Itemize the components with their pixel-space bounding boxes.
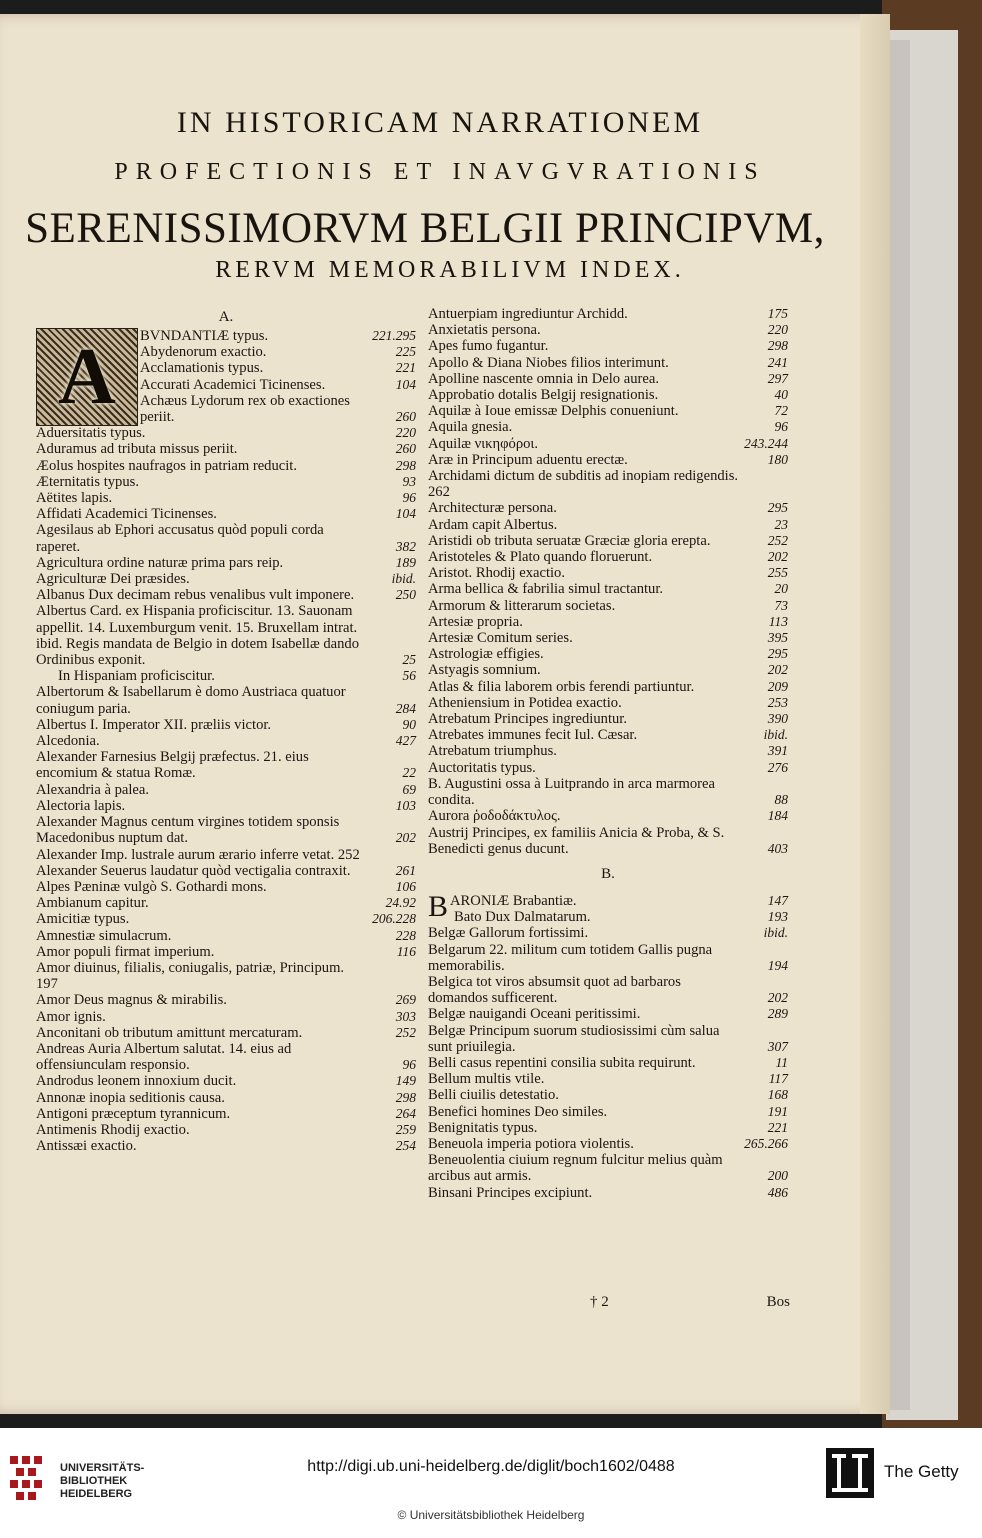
entry-page: 175 — [767, 306, 788, 321]
index-entry — [428, 1055, 788, 1071]
entry-text: Amor populi firmat imperium. — [36, 943, 215, 960]
entry-page: 209 — [767, 678, 788, 694]
entry-page: 106 — [395, 878, 416, 894]
entry-page: 295 — [767, 646, 788, 662]
entry-page: 269 — [395, 992, 416, 1008]
index-entry — [428, 1023, 788, 1055]
index-entry — [428, 942, 788, 974]
entry-text: Belgarum 22. militum cum totidem Gallis pugna memorabilis. — [428, 941, 713, 974]
index-entry — [428, 533, 788, 549]
index-entry — [428, 1152, 788, 1184]
index-entry — [36, 344, 416, 360]
entry-page: 297 — [767, 370, 788, 386]
index-entry — [428, 974, 788, 1006]
index-column-left — [36, 306, 416, 1154]
entry-text: Acclamationis typus. — [140, 360, 264, 377]
title-line-4: RERVM MEMORABILIVM INDEX. — [215, 257, 685, 283]
index-entry — [428, 565, 788, 581]
index-entry — [428, 581, 788, 597]
entry-page: 25 — [402, 652, 416, 668]
entry-text: Alpes Pæninæ vulgò S. Gothardi mons. — [36, 878, 267, 895]
library-line-2: BIBLIOTHEK — [60, 1475, 128, 1487]
index-entry — [36, 944, 416, 960]
index-entry — [36, 847, 416, 863]
index-entry — [428, 825, 788, 857]
index-entry — [36, 1138, 416, 1154]
entry-text: Amnestiæ simulacrum. — [36, 927, 172, 944]
index-entry — [36, 1090, 416, 1106]
entry-text: Approbatio dotalis Belgij resignationis. — [428, 387, 659, 404]
index-entry — [36, 1073, 416, 1089]
index-entry — [428, 549, 788, 565]
entry-text: Aristoteles & Plato quando floruerunt. — [428, 549, 653, 566]
index-entry — [36, 522, 416, 554]
entry-text: Apollo & Diana Niobes filios interimunt. — [428, 354, 669, 371]
index-entry — [36, 928, 416, 944]
index-entry — [428, 1087, 788, 1103]
entry-text: Agricultura ordine naturæ prima pars reip. — [36, 554, 284, 571]
entry-text: BVNDANTIÆ typus. — [140, 328, 269, 344]
entry-page: ibid. — [763, 727, 788, 743]
entry-page: 194 — [767, 957, 788, 973]
entry-page: 22 — [402, 765, 416, 781]
entry-text: Belli ciuilis detestatio. — [428, 1087, 559, 1104]
index-entry — [428, 614, 788, 630]
entry-page: 486 — [767, 1184, 788, 1200]
entry-text: Belgæ Principum suorum studiosissimi cùm salua sunt priuilegia. — [428, 1022, 720, 1055]
entry-text: Anxietatis persona. — [428, 322, 541, 339]
entry-text: Æternitatis typus. — [36, 473, 139, 490]
entry-page: 265.266 — [744, 1135, 788, 1151]
initial-letter: A — [58, 333, 116, 421]
entry-page: 252 — [395, 1024, 416, 1040]
entry-page: 202 — [767, 549, 788, 565]
entry-page: 284 — [395, 700, 416, 716]
entry-text: Belli casus repentini consilia subita requirunt. — [428, 1054, 696, 1071]
copyright-notice: © Universitätsbibliothek Heidelberg — [397, 1508, 585, 1522]
entry-text: Amor diuinus, filialis, coniugalis, patriæ, Principum. 197 — [36, 959, 345, 993]
entry-page: 243.244 — [744, 435, 788, 451]
index-entry — [428, 468, 788, 500]
entry-text: Albanus Dux decimam rebus venalibus vult imponere. — [36, 587, 355, 604]
index-entry — [36, 879, 416, 895]
entry-text: Artesiæ propria. — [428, 613, 523, 630]
index-entry — [428, 322, 788, 338]
index-entry — [428, 630, 788, 646]
entry-page: 260 — [395, 441, 416, 457]
entry-text: Benefici homines Deo similes. — [428, 1103, 608, 1120]
index-entry — [36, 814, 416, 846]
index-entry — [36, 1025, 416, 1041]
entry-page: 241 — [767, 354, 788, 370]
entry-page: 20 — [774, 581, 788, 597]
entry-page: 289 — [767, 1006, 788, 1022]
entry-text: Andreas Auria Albertum salutat. 14. eius ad offensiunculam responsio. — [36, 1040, 292, 1074]
signature-mark: † 2 — [590, 1294, 609, 1310]
index-entry — [36, 587, 416, 603]
viewer-footer — [0, 1428, 982, 1538]
index-entry — [428, 338, 788, 354]
entry-text: Astrologiæ effigies. — [428, 646, 544, 663]
entry-text: B. Augustini ossa à Luitprando in arca marmorea condita. — [428, 775, 715, 809]
entry-page: 117 — [768, 1071, 788, 1087]
index-entry — [428, 355, 788, 371]
index-entry — [428, 711, 788, 727]
entry-page: 298 — [395, 1089, 416, 1105]
entry-text: Austrij Principes, ex familiis Anicia & Proba, & S. Benedicti genus ducunt. — [428, 824, 725, 857]
entry-page: 390 — [767, 711, 788, 727]
entry-page: 200 — [767, 1168, 788, 1184]
entry-text: Artesiæ Comitum series. — [428, 630, 573, 647]
index-entry — [36, 555, 416, 571]
entry-page: 427 — [395, 733, 416, 749]
entry-text: Bato Dux Dalmatarum. — [454, 909, 591, 926]
index-entry — [36, 441, 416, 457]
index-entry — [36, 749, 416, 781]
index-entry — [428, 306, 788, 322]
entry-page: 191 — [767, 1103, 788, 1119]
entry-text: Androdus leonem innoxium ducit. — [36, 1073, 237, 1090]
entry-text: Ardam capit Albertus. — [428, 516, 558, 533]
index-entry — [36, 1009, 416, 1025]
entry-text: Agriculturæ Dei præsides. — [36, 571, 190, 588]
index-entry — [36, 717, 416, 733]
index-entry — [428, 909, 788, 925]
entry-page: 220 — [767, 322, 788, 338]
entry-text: Alectoria lapis. — [36, 797, 126, 814]
index-entry — [428, 1006, 788, 1022]
entry-text: Benignitatis typus. — [428, 1119, 538, 1136]
entry-text: Alexandria à palea. — [36, 781, 150, 798]
entry-page: 403 — [767, 840, 788, 856]
entry-text: Beneuolentia ciuium regnum fulcitur melius quàm arcibus aut armis. — [428, 1152, 723, 1185]
entry-page: 73 — [774, 597, 788, 613]
entry-text: Aristot. Rhodij exactio. — [428, 565, 566, 582]
entry-text: Bellum multis vtile. — [428, 1071, 545, 1088]
index-entry — [428, 776, 788, 808]
entry-text: Anconitani ob tributum amittunt mercaturam. — [36, 1024, 303, 1041]
index-entry — [428, 500, 788, 516]
entry-page: 395 — [767, 630, 788, 646]
entry-page: 116 — [396, 943, 416, 959]
index-entry — [428, 760, 788, 776]
entry-page: 276 — [767, 759, 788, 775]
entry-text: Aurora ῥοδοδάκτυλος. — [428, 808, 561, 825]
index-entry — [36, 668, 416, 684]
index-entry — [428, 436, 788, 452]
entry-page: 202 — [395, 830, 416, 846]
index-entry — [36, 506, 416, 522]
index-entry — [36, 328, 416, 344]
entry-page: 307 — [767, 1038, 788, 1054]
entry-text: Antissæi exactio. — [36, 1138, 137, 1155]
entry-page: 202 — [767, 662, 788, 678]
index-entry — [428, 1120, 788, 1136]
entry-page: 295 — [767, 500, 788, 516]
entry-page: 147 — [767, 892, 788, 908]
index-entry — [428, 808, 788, 824]
entry-text: Alcedonia. — [36, 733, 100, 750]
entry-page: 113 — [768, 613, 788, 629]
index-entry — [36, 733, 416, 749]
entry-page: 225 — [395, 344, 416, 360]
entry-text: Antigoni præceptum tyrannicum. — [36, 1105, 231, 1122]
index-entry — [428, 695, 788, 711]
entry-text: Aquilæ à Ioue emissæ Delphis conueniunt. — [428, 403, 679, 420]
entry-text: Belgica tot viros absumsit quot ad barbaros domandos sufficerent. — [428, 973, 681, 1007]
index-entry — [428, 403, 788, 419]
index-entry — [36, 458, 416, 474]
entry-text: Alexander Seuerus laudatur quòd vectigalia contraxit. — [36, 862, 351, 879]
index-entry — [36, 895, 416, 911]
entry-text: Amicitiæ typus. — [36, 911, 130, 928]
entry-text: Agesilaus ab Ephori accusatus quòd populi corda raperet. — [36, 522, 324, 555]
entry-text: Atrebatum Principes ingrediuntur. — [428, 711, 628, 728]
entry-page: 303 — [395, 1008, 416, 1024]
getty-icon — [826, 1448, 874, 1498]
index-entry — [428, 1136, 788, 1152]
index-entry — [428, 1104, 788, 1120]
entry-page: ibid. — [763, 925, 788, 941]
entry-page: 202 — [767, 990, 788, 1006]
entry-text: In Hispaniam proficiscitur. — [58, 668, 215, 685]
index-entry — [428, 387, 788, 403]
index-entry — [428, 419, 788, 435]
entry-text: Binsani Principes excipiunt. — [428, 1184, 593, 1201]
entry-page: 250 — [395, 587, 416, 603]
entry-text: Abydenorum exactio. — [140, 344, 267, 361]
interleaf-shadow — [890, 40, 910, 1410]
entry-text: Aduersitatis typus. — [36, 425, 146, 442]
index-entry — [36, 377, 416, 393]
index-entry — [36, 603, 416, 668]
entry-text: Belgæ nauigandi Oceani peritissimi. — [428, 1006, 641, 1023]
entry-text: Aëtites lapis. — [36, 490, 113, 507]
entry-text: Armorum & litterarum societas. — [428, 597, 616, 614]
entry-text: Alexander Magnus centum virgines totidem sponsis Macedonibus nuptum dat. — [36, 814, 340, 847]
index-entry — [36, 911, 416, 927]
entry-page: 23 — [774, 516, 788, 532]
index-entry — [428, 1185, 788, 1201]
index-entry — [36, 684, 416, 716]
entry-text: Arma bellica & fabrilia simul tractantur. — [428, 581, 664, 598]
entry-page: 254 — [395, 1138, 416, 1154]
index-entry — [428, 646, 788, 662]
index-entry — [36, 571, 416, 587]
index-entry — [36, 1122, 416, 1138]
entry-page: 184 — [767, 808, 788, 824]
index-entry — [428, 679, 788, 695]
entry-page: 298 — [395, 457, 416, 473]
entry-page: 93 — [402, 473, 416, 489]
entry-page: 149 — [395, 1073, 416, 1089]
entry-page: 221.295 — [372, 328, 416, 343]
entry-text: Archidami dictum de subditis ad inopiam redigendis. 262 — [428, 468, 739, 501]
entry-page: ibid. — [391, 571, 416, 587]
entry-page: 69 — [402, 781, 416, 797]
index-entry — [428, 517, 788, 533]
entry-page: 24.92 — [385, 895, 416, 911]
library-line-1: UNIVERSITÄTS- — [60, 1462, 145, 1474]
entry-page: 96 — [774, 419, 788, 435]
catchword: Bos — [766, 1294, 790, 1310]
entry-text: Alexander Imp. lustrale aurum ærario inferre vetat. 252 — [36, 846, 360, 863]
entry-page: 221 — [395, 360, 416, 376]
page-edge — [860, 14, 890, 1414]
entry-text: Affidati Academici Ticinenses. — [36, 506, 217, 523]
entry-text: Aristidi ob tributa seruatæ Græciæ gloria erepta. — [428, 532, 711, 549]
entry-text: Ambianum capitur. — [36, 895, 149, 912]
entry-page: 221 — [767, 1119, 788, 1135]
entry-page: 180 — [767, 451, 788, 467]
entry-page: 255 — [767, 565, 788, 581]
entry-page: 220 — [395, 425, 416, 441]
getty-text: The Getty — [884, 1462, 959, 1481]
entry-text: Aquila gnesia. — [428, 419, 513, 436]
entry-page: 96 — [402, 490, 416, 506]
entry-text: Æolus hospites naufragos in patriam reducit. — [36, 457, 298, 474]
entry-page: 104 — [395, 506, 416, 522]
entry-page: 103 — [395, 797, 416, 813]
entry-text: ARONIÆ Brabantiæ. — [450, 892, 577, 909]
entry-page: 264 — [395, 1105, 416, 1121]
index-entry — [428, 743, 788, 759]
entry-page: 168 — [767, 1087, 788, 1103]
section-header-b: B. — [601, 865, 615, 882]
book-page — [0, 14, 888, 1414]
title-line-3: SERENISSIMORVM BELGII PRINCIPVM, — [25, 205, 825, 252]
index-entry — [428, 371, 788, 387]
entry-text: Belgæ Gallorum fortissimi. — [428, 925, 589, 942]
index-entry — [36, 782, 416, 798]
initial-letter-b: B — [428, 889, 449, 923]
entry-page: 96 — [402, 1057, 416, 1073]
entry-text: Architecturæ persona. — [428, 500, 557, 517]
index-entry — [36, 960, 416, 992]
entry-page: 228 — [395, 927, 416, 943]
entry-page: 189 — [395, 554, 416, 570]
title-line-1: IN HISTORICAM NARRATIONEM — [176, 106, 704, 139]
entry-text: Antimenis Rhodij exactio. — [36, 1121, 190, 1138]
entry-text: Albertus Card. ex Hispania proficiscitur. 13. Sauonam appellit. 14. Luxemburgum venit. 15. Bruxellam intrat. ibid. Regis mandata de Belgio in dotem Isabellæ dando Ordinibus exponit. — [36, 603, 360, 669]
index-entry — [36, 798, 416, 814]
entry-text: Apolline nascente omnia in Delo aurea. — [428, 370, 659, 387]
entry-page: 104 — [395, 376, 416, 392]
index-entry — [36, 490, 416, 506]
entry-text: Albertorum & Isabellarum è domo Austriaca quatuor coniugum paria. — [36, 684, 346, 717]
getty-logo[interactable] — [826, 1448, 976, 1508]
entry-text: Aquilæ νικηφόροι. — [428, 435, 539, 452]
entry-page: 72 — [774, 403, 788, 419]
index-entry — [36, 992, 416, 1008]
entry-page: 391 — [767, 743, 788, 759]
entry-text: Alexander Farnesius Belgij præfectus. 21. eius encomium & statua Romæ. — [36, 749, 309, 782]
entry-page: 261 — [395, 862, 416, 878]
index-entry — [36, 863, 416, 879]
library-line-3: HEIDELBERG — [60, 1488, 133, 1500]
entry-text: Auctoritatis typus. — [428, 759, 536, 776]
entry-page: 40 — [774, 387, 788, 403]
entry-page: 259 — [395, 1121, 416, 1137]
index-entry — [36, 1041, 416, 1073]
entry-page: 206.228 — [372, 911, 416, 927]
entry-page: 382 — [395, 538, 416, 554]
index-entry — [36, 1106, 416, 1122]
index-entry — [36, 393, 416, 425]
index-entry — [428, 452, 788, 468]
entry-text: Aræ in Principum aduentu erectæ. — [428, 451, 628, 468]
entry-text: Annonæ inopia seditionis causa. — [36, 1089, 225, 1106]
index-entry — [36, 474, 416, 490]
entry-text: Astyagis somnium. — [428, 662, 541, 679]
title-line-2: PROFECTIONIS ET INAVGVRATIONIS — [114, 159, 766, 185]
index-entry — [428, 662, 788, 678]
entry-text: Atlas & filia laborem orbis ferendi partiuntur. — [428, 678, 695, 695]
entry-text: Antuerpiam ingrediuntur Archidd. — [428, 306, 628, 322]
entry-text: Beneuola imperia potiora violentis. — [428, 1135, 634, 1152]
entry-text: Atrebatum triumphus. — [428, 743, 557, 760]
index-entry — [36, 360, 416, 376]
entry-text: Amor ignis. — [36, 1008, 106, 1025]
section-header-a: A. — [218, 309, 234, 325]
entry-text: Apes fumo fugantur. — [428, 338, 549, 355]
entry-page: 11 — [775, 1054, 788, 1070]
entry-page: 193 — [767, 909, 788, 925]
entry-page: 56 — [402, 668, 416, 684]
entry-text: Atheniensium in Potidea exactio. — [428, 694, 622, 711]
index-entry — [428, 598, 788, 614]
entry-page: 88 — [774, 792, 788, 808]
entry-text: Achæus Lydorum rex ob exactiones periit. — [140, 392, 350, 426]
entry-page: 90 — [402, 716, 416, 732]
entry-page: 252 — [767, 532, 788, 548]
entry-text: Amor Deus magnus & mirabilis. — [36, 992, 227, 1009]
entry-text: Aduramus ad tributa missus periit. — [36, 441, 238, 458]
entry-text: Atrebates immunes fecit Iul. Cæsar. — [428, 727, 638, 744]
entry-page: 260 — [395, 409, 416, 425]
index-entry — [36, 425, 416, 441]
entry-text: Albertus I. Imperator XII. præliis victor. — [36, 716, 272, 733]
entry-text: Accurati Academici Ticinenses. — [140, 376, 326, 393]
index-column-right — [428, 306, 788, 1201]
entry-page: 253 — [767, 694, 788, 710]
entry-page: 298 — [767, 338, 788, 354]
index-entry — [428, 1071, 788, 1087]
permalink-url[interactable]: http://digi.ub.uni-heidelberg.de/diglit/boch1602/0488 — [307, 1458, 675, 1475]
index-entry — [428, 925, 788, 941]
index-entry — [428, 727, 788, 743]
